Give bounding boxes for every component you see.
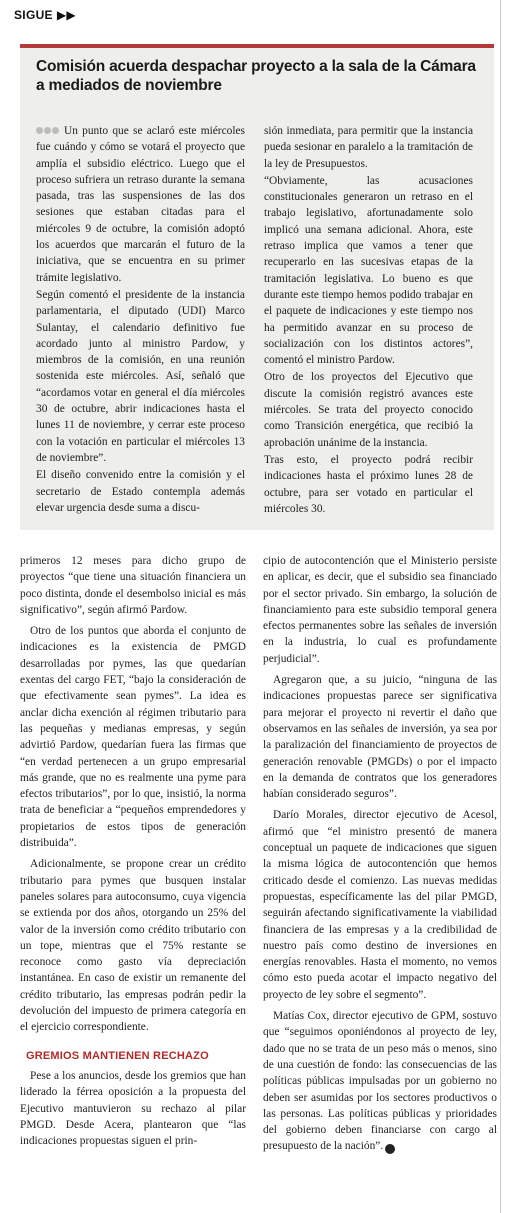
section-subheading: GREMIOS MANTIENEN RECHAZO (26, 1049, 209, 1062)
end-of-article-icon: P (385, 1144, 395, 1154)
article-column-left (20, 553, 246, 1154)
box-top-rule (20, 44, 494, 48)
box-title: Comisión acuerda despachar proyecto a la sala de la Cámara a mediados de noviembre (36, 58, 476, 94)
article-paragraph: Otro de los puntos que aborda el conjunto de indicaciones es la existencia de PMGD desarrolladas por pymes, las que quedarían exentas del cargo FET, “bajo la consideración de que efectivamente sean pymes”. La idea es anclar dicha exención al régimen tributario para las pequeñas y medianas empresas, y según advirtió Pardow, quedarían fuera las firmas que “en verdad pertenecen a un grupo empresarial más grande, que no es realmente una pyme para efectos tributarios”, por lo que, insistió, la norma trata de beneficiar a “pequeños emprendedores y propietarios de estos tipos de generación distribuida”. (20, 625, 246, 850)
box-paragraph-text: Un punto que se aclaró este miércoles fue cuándo y cómo se votará el proyecto que amplía el subsidio eléctrico. Luego que el proceso sufriera un retraso durante la semana pasada, tras las suspensiones de las dos sesiones que estaban citadas para el miércoles 9 de octubre, la comisión adoptó los acuerdos que marcarán el futuro de la iniciativa, que se encuentra en su primer trámite legislativo. (36, 125, 245, 284)
article-paragraph: Darío Morales, director ejecutivo de Acesol, afirmó que “el ministro presentó de manera conceptual un paquete de indicaciones que siguen la misma lógica de autocontención que hemos criticado desde el comienzo. Las nuevas medidas propuestas, específicamente las del pilar PMGD, seguirán afectando significativamente la viabilidad financiera de las empresas y a la credibilidad de nuestro país como destino de inversiones en energías renovables. Hasta el momento, no vemos cómo esto pueda acotar el impacto negativo del proyecto de ley sobre el segmento”. (263, 809, 497, 1001)
article-paragraph-text: Matías Cox, director ejecutivo de GPM, sostuvo que “seguimos oponiéndonos al proyecto de ley, dado que no se trata de un peso más o menos, sino de una cuestión de fondo: las consecuencias de las políticas públicas impulsadas por un gobierno no deben ser asumidas por los sectores productivos o las personas. Las políticas públicas y prioridades del gobierno deben financiarse con cargo al presupuesto de la nación”. (263, 1010, 497, 1153)
continue-label: SIGUE (14, 8, 53, 22)
article-paragraph: Agregaron que, a su juicio, “ninguna de las indicaciones propuestas parece ser significativa para mejorar el proyecto ni revertir el daño que observamos en las señales de inversión, ya sea por la paralización del financiamiento de proyectos de generación renovable (PMGDs) o por el impacto en la demanda de contratos que los generadores habían considerado seguros”. (263, 674, 497, 801)
box-paragraph: “Obviamente, las acusaciones constitucionales generaron un retraso en el trabajo legislativo, afortunadamente solo implicó una semana adicional. Ahora, este retraso implica que vamos a tener que recuperarlo en las sucesivas etapas de la tramitación legislativa. Lo bueno es que durante este tiempo hemos podido trabajar en el paquete de indicaciones y este tiempo nos ha permitido avanzar en su proceso de socialización con los distintos actores”, comentó el ministro Pardow. (264, 174, 473, 367)
box-paragraph: Tras esto, el proyecto podrá recibir indicaciones hasta el próximo lunes 28 de octubre, para ser votado en particular el miércoles 30. (264, 453, 473, 515)
box-paragraph: El diseño convenido entre la comisión y el secretario de Estado contempla además elevar urgencia desde suma a discu- (36, 469, 245, 514)
continue-arrows-icon: ▶▶ (56, 8, 76, 22)
article-column-right (263, 553, 497, 1160)
article-paragraph: primeros 12 meses para dicho grupo de proyectos “que tiene una situación financiera un poco distinta, donde el desembolso inicial es más significativo”, según afirmó Pardow. (20, 555, 246, 616)
dots-icon (36, 123, 60, 139)
box-paragraph (36, 123, 245, 286)
box-column-left (36, 123, 245, 517)
continue-header (14, 6, 504, 28)
article-paragraph: Pese a los anuncios, desde los gremios que han liderado la férrea oposición a la propuesta del Ejecutivo mantuvieron su rechazo al pilar PMGD. Desde Acera, plantearon que “las indicaciones propuestas siguen el prin- (20, 1069, 246, 1148)
box-paragraph: Según comentó el presidente de la instancia parlamentaria, el diputado (UDI) Marco Sulantay, el calendario definitivo fue acordado junto al ministro Pardow, y miembros de la comisión, en una reunión sostenida este miércoles. Así, señaló que “acordamos votar en general el día miércoles 30 de octubre, abrir indicaciones hasta el lunes 11 de noviembre, y cerrar este proceso con la votación en particular el miércoles 13 de noviembre”. (36, 288, 245, 464)
article-paragraph: Adicionalmente, se propone crear un crédito tributario para pymes que busquen instalar paneles solares para autoconsumo, cuya vigencia se extienda por dos años, otorgando un 25% del valor de la inversión como crédito tributario con un tope, mientras que el 75% restante se reconoce como gasto vía depreciación instantánea. En caso de existir un remanente del crédito tributario, las empresas podrán pedir la devolución del impuesto de primera categoría en el ejercicio correspondiente. (20, 858, 246, 1034)
page-fold-line (500, 0, 501, 1213)
sidebar-box (20, 44, 494, 530)
article-paragraph (263, 1008, 497, 1155)
box-paragraph: Otro de los proyectos del Ejecutivo que discute la comisión registró avances este miércoles. Se trata del proyecto conocido como Transición energética, que recibió la aprobación unánime de la instancia. (264, 371, 473, 449)
box-paragraph: sión inmediata, para permitir que la instancia pueda sesionar en paralelo a la tramitación de la ley de Presupuestos. (264, 125, 473, 170)
box-column-right (264, 123, 473, 518)
article-paragraph: cipio de autocontención que el Ministerio persiste en aplicar, es decir, que el subsidio sea financiado por el sector privado. Sin embargo, la solución de financiamiento para este subsidio temporal genera efectos permanentes sobre las señales de inversión en la industria, lo cual es profundamente perjudicial”. (263, 555, 497, 665)
